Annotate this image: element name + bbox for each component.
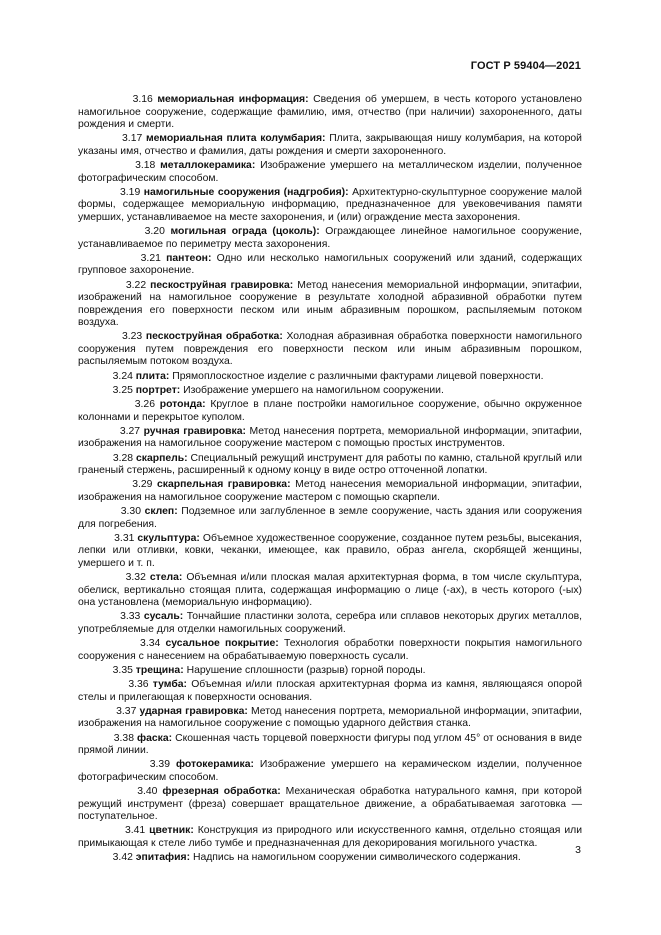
definition-entry (78, 572, 582, 610)
definition-term: портрет: (135, 384, 181, 396)
definition-entry (78, 733, 582, 758)
definition-term: плита: (135, 370, 170, 382)
definition-term: ротонда: (159, 399, 206, 410)
definition-text: Скошенная часть торцевой поверхности фигуры под углом 45° от основания в виде прямой линии. (78, 732, 582, 756)
definition-entry (78, 759, 582, 784)
definition-term: стела: (149, 572, 183, 583)
definition-number: 3.38 (113, 732, 134, 744)
definition-number: 3.39 (149, 759, 170, 771)
definition-text: Метод нанесения мемориальной информации, эпитафии, изображений на намогильное сооружение в результате холодной абразивной обработки путем повреждения его поверхности песком или иным абразивным порошком, распыляемым потоком воздуха. (78, 279, 583, 328)
definition-number: 3.27 (119, 425, 141, 437)
definition-text: Конструкция из природного или искусственного камня, отдельно стоящая или примыкающая к стеле либо тумбе и предназначенная для декорирования могильного участка. (78, 825, 583, 849)
definition-number: 3.22 (125, 279, 147, 291)
page-number: 3 (575, 844, 581, 856)
definition-number: 3.34 (140, 638, 161, 649)
definition-text: Метод нанесения портрета, мемориальной информации, эпитафии, изображения на намогильное сооружение с помощью ударного действия станка. (78, 705, 583, 730)
definition-number: 3.37 (116, 705, 137, 717)
definition-term: металлокерамика: (160, 160, 256, 171)
definition-term: пескоструйная гравировка: (150, 279, 294, 291)
definition-text: Ограждающее линейное намогильное сооружение, устанавливаемое по периметру места захоронения. (78, 226, 583, 250)
definition-term: трещина: (135, 664, 184, 676)
definition-entry (78, 611, 582, 636)
definition-term: намогильные сооружения (надгробия): (143, 186, 349, 198)
definition-term: скарпельная гравировка: (157, 479, 291, 491)
definition-entry (78, 187, 582, 225)
definition-number: 3.18 (135, 160, 156, 171)
definition-term: мемориальная плита колумбария: (145, 133, 326, 145)
definition-text: Объемная и/или плоская малая архитектурная форма, в том числе скульптура, обелиск, вертикально стоящая плита, содержащая информацию о лице (-ах), в честь которого (-ых) она установлена (мемориальную информацию). (78, 572, 583, 608)
definition-text: Холодная абразивная обработка поверхности намогильного сооружения путем повреждения его поверхности песком или иным абразивным порошком, распыляемым потоком воздуха. (78, 331, 582, 368)
definition-term: ручная гравировка: (143, 425, 246, 437)
definition-number: 3.20 (144, 226, 165, 237)
definition-number: 3.16 (132, 94, 153, 105)
definition-term: мемориальная информация: (157, 94, 309, 105)
definition-entry (78, 638, 582, 663)
definition-entry (78, 533, 582, 571)
definitions-list (78, 94, 582, 866)
definition-entry (78, 280, 582, 330)
definition-number: 3.31 (114, 532, 135, 544)
definition-term: пантеон: (166, 252, 212, 264)
definition-text: Подземное или заглубленное в земле сооружение, часть здания или сооружения для погребения. (78, 506, 583, 530)
definition-entry (78, 453, 582, 478)
definition-text: Одно или несколько намогильных сооружений или зданий, содержащих групповое захоронение. (78, 252, 583, 277)
definition-term: склеп: (144, 506, 178, 517)
definition-number: 3.30 (120, 506, 141, 517)
definition-term: могильная ограда (цоколь): (170, 226, 320, 237)
definition-number: 3.42 (112, 852, 133, 863)
definition-term: эпитафия: (135, 852, 191, 863)
definition-entry (78, 665, 582, 678)
definition-text: Круглое в плане постройки намогильное сооружение, обычно окруженное колоннами и перекрытое куполом. (78, 399, 582, 423)
definition-number: 3.24 (112, 370, 133, 382)
definition-term: скарпель: (135, 452, 188, 464)
definition-text: Метод нанесения мемориальной информации, эпитафии, изображения на намогильное сооружение мастером с помощью скарпели. (78, 479, 583, 503)
definition-text: Тончайшие пластинки золота, серебра или сплавов некоторых других металлов, употребляемые для отделки намогильных сооружений. (78, 611, 583, 635)
definition-text: Нарушение сплошности (разрыв) горной породы. (186, 664, 426, 676)
definition-term: тумба: (152, 679, 187, 690)
definition-term: сусальное покрытие: (165, 638, 279, 649)
definition-term: фрезерная обработка: (162, 786, 281, 797)
definition-entry (78, 479, 582, 504)
definition-text: Изображение умершего на намогильном сооружении. (183, 384, 444, 396)
definition-text: Сведения об умершем, в честь которого установлено намогильное сооружение, содержащие фамилию, имя, отчество (при наличии) захороненного, даты рождения и смерти. (78, 94, 582, 130)
definition-entry (78, 786, 582, 824)
definition-text: Объемная и/или плоская архитектурная форма из камня, являющаяся опорой стелы и прилегающая к поверхности основания. (78, 679, 582, 703)
document-id: ГОСТ Р 59404—2021 (470, 60, 581, 72)
definition-entry (78, 426, 582, 451)
definition-entry (78, 331, 582, 369)
definition-number: 3.33 (120, 611, 141, 623)
definition-text: Механическая обработка натурального камня, при которой режущий инструмент (фреза) совершает вращательное движение, а обрабатываемая заготовка — поступательное. (78, 786, 582, 822)
definition-entry (78, 133, 582, 158)
definition-entry (78, 825, 582, 850)
definition-entry (78, 160, 582, 185)
definition-text: Технология обработки поверхности покрытия намогильного сооружения с нанесением на обрабатываемую поверхность сусали. (78, 638, 582, 662)
definition-text: Прямоплоскостное изделие с различными фактурами лицевой поверхности. (172, 370, 544, 382)
definition-entry (78, 706, 582, 731)
definition-term: цветник: (149, 825, 194, 837)
definition-number: 3.26 (134, 399, 155, 410)
definition-entry (78, 679, 582, 704)
definition-number: 3.28 (112, 452, 134, 464)
definition-entry (78, 94, 582, 132)
definition-number: 3.35 (112, 664, 133, 676)
definition-term: фаска: (136, 732, 173, 744)
definition-number: 3.19 (120, 186, 141, 198)
definition-number: 3.29 (132, 479, 153, 491)
definition-text: Специальный режущий инструмент для работы по камню, стальной круглый или граненый стержень, расширенный к одному концу в виде остро отточенной лопатки. (78, 452, 582, 476)
definition-entry (78, 226, 582, 251)
definition-term: сусаль: (143, 611, 184, 623)
definition-number: 3.17 (122, 133, 143, 145)
definition-term: скульптура: (137, 532, 200, 544)
definition-entry (78, 399, 582, 424)
definition-number: 3.23 (121, 331, 143, 343)
definition-term: ударная гравировка: (139, 705, 248, 717)
definition-number: 3.32 (125, 572, 146, 583)
definition-text: Объемное художественное сооружение, созданное путем резьбы, высекания, лепки или отливки, ковки, чеканки, имеющее, как правило, образ ангела, скорбящей женщины, умершего и т. п. (78, 532, 582, 569)
definition-number: 3.36 (128, 679, 149, 690)
definition-text: Архитектурно-скульптурное сооружение малой формы, содержащее мемориальную информацию, предназначенное для увековечивания памяти умерших, устанавливаемое на месте захоронения, и (или) ограждение места захоронения. (78, 186, 582, 223)
definition-text: Изображение умершего на металлическом изделии, полученное фотографическим способом. (78, 160, 582, 184)
definition-term: пескоструйная обработка: (145, 331, 283, 343)
definition-entry (78, 253, 582, 278)
definition-entry (78, 371, 582, 384)
definition-number: 3.21 (140, 252, 161, 264)
definition-entry (78, 385, 582, 398)
definition-number: 3.41 (124, 825, 146, 837)
definition-entry (78, 852, 582, 865)
definition-text: Изображение умершего на керамическом изделии, полученное фотографическим способом. (78, 759, 582, 783)
definition-text: Плита, закрывающая нишу колумбария, на которой указаны имя, отчество и фамилия, даты рождения и смерти захороненного. (78, 133, 582, 157)
definition-term: фотокерамика: (175, 759, 254, 771)
definition-text: Надпись на намогильном сооружении символического содержания. (192, 852, 521, 863)
definition-number: 3.40 (137, 786, 158, 797)
definition-entry (78, 506, 582, 531)
definition-text: Метод нанесения портрета, мемориальной информации, эпитафии, изображения на намогильное сооружение мастером с помощью простых инструментов. (78, 425, 583, 450)
definition-number: 3.25 (112, 384, 133, 396)
